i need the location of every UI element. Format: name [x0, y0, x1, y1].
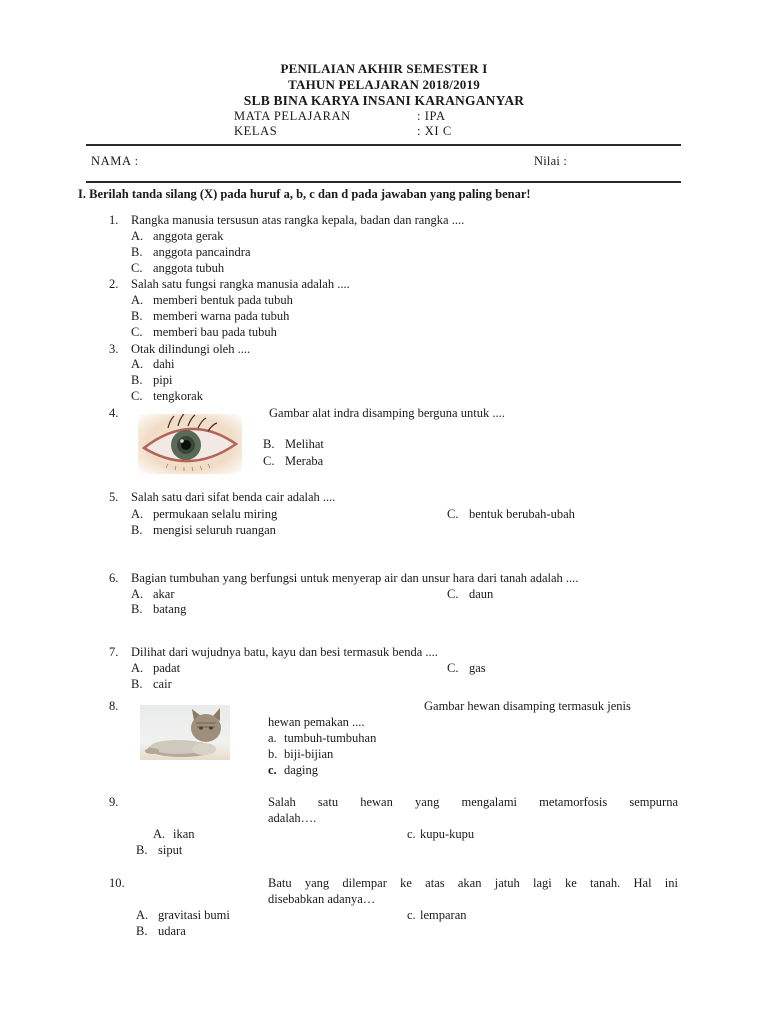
question-text-line1: Gambar hewan disamping termasuk jenis — [424, 699, 631, 713]
option-text: permukaan selalu miring — [153, 507, 278, 521]
option-text: Melihat — [285, 437, 324, 451]
option-text: kupu-kupu — [420, 827, 475, 841]
option-letter: C. — [447, 587, 459, 601]
option-letter: C. — [131, 389, 143, 403]
option-letter: A. — [131, 229, 144, 243]
option-item — [136, 924, 186, 939]
option-item — [268, 731, 376, 746]
divider-bottom — [86, 181, 681, 183]
option-item — [268, 747, 333, 762]
option-item — [263, 454, 323, 469]
option-text: padat — [153, 661, 181, 675]
option-letter: A. — [131, 661, 144, 675]
option-letter: b. — [268, 747, 278, 761]
school-year: TAHUN PELAJARAN 2018/2019 — [288, 77, 480, 92]
option-letter: B. — [136, 843, 148, 857]
option-text: anggota gerak — [153, 229, 224, 243]
option-item — [131, 357, 175, 372]
option-text: daun — [469, 587, 494, 601]
option-text: anggota tubuh — [153, 261, 225, 275]
question-number: 10. — [109, 876, 125, 890]
score-field-label: Nilai : — [534, 154, 567, 168]
question-text: Salah satu dari sifat benda cair adalah .... — [131, 490, 336, 504]
subject-value: : IPA — [417, 109, 446, 123]
question-text: Salah satu fungsi rangka manusia adalah .... — [131, 277, 350, 291]
option-item — [447, 507, 575, 522]
option-letter: C. — [131, 325, 143, 339]
option-item — [131, 602, 186, 617]
subject-label: MATA PELAJARAN — [234, 109, 351, 123]
option-item — [131, 293, 293, 308]
question-number: 2. — [109, 277, 119, 291]
option-item — [407, 908, 467, 923]
option-item — [447, 661, 486, 676]
option-text: siput — [158, 843, 183, 857]
option-text: memberi bau pada tubuh — [153, 325, 277, 339]
option-item — [153, 827, 195, 842]
option-item — [131, 587, 175, 602]
option-item — [136, 843, 182, 858]
option-text: anggota pancaindra — [153, 245, 251, 259]
option-letter: A. — [131, 587, 144, 601]
option-letter: B. — [131, 523, 143, 537]
instruction-text: I. Berilah tanda silang (X) pada huruf a, b, c dan d pada jawaban yang paling benar! — [78, 187, 531, 201]
question-text: Bagian tumbuhan yang berfungsi untuk menyerap air dan unsur hara dari tanah adalah .... — [131, 571, 579, 585]
option-text: akar — [153, 587, 175, 601]
option-letter: c. — [407, 908, 416, 922]
option-text: cair — [153, 677, 172, 691]
option-letter: C. — [131, 261, 143, 275]
option-item — [131, 661, 180, 676]
option-text: udara — [158, 924, 186, 938]
option-letter: A. — [131, 357, 144, 371]
option-item — [131, 245, 251, 260]
question-text: Dilihat dari wujudnya batu, kayu dan besi termasuk benda .... — [131, 645, 438, 659]
option-item — [131, 309, 289, 324]
question-text-line2: hewan pemakan .... — [268, 715, 365, 729]
option-text: dahi — [153, 357, 175, 371]
question-text: Gambar alat indra disamping berguna untuk .... — [269, 406, 505, 420]
question-text-line2: disebabkan adanya… — [268, 892, 376, 906]
option-letter: c. — [268, 763, 277, 777]
option-item — [131, 325, 277, 340]
option-text: pipi — [153, 373, 173, 387]
question-text-line2: adalah…. — [268, 811, 317, 825]
question-text: Rangka manusia tersusun atas rangka kepala, badan dan rangka .... — [131, 213, 465, 227]
question-number: 9. — [109, 795, 119, 809]
option-text: ikan — [173, 827, 195, 841]
exam-title: PENILAIAN AKHIR SEMESTER I — [280, 61, 488, 76]
option-text: Meraba — [285, 454, 324, 468]
question-number: 1. — [109, 213, 119, 227]
divider-top — [86, 144, 681, 146]
name-field-label: NAMA : — [91, 154, 139, 168]
option-item — [268, 763, 318, 778]
option-item — [131, 373, 172, 388]
option-letter: B. — [136, 924, 148, 938]
option-letter: B. — [131, 677, 143, 691]
question-text: Otak dilindungi oleh .... — [131, 342, 251, 356]
option-text: memberi warna pada tubuh — [153, 309, 290, 323]
option-letter: A. — [136, 908, 149, 922]
option-letter: c. — [407, 827, 416, 841]
question-text-line1: Salah satu hewan yang mengalami metamorfosis sempurna — [268, 795, 678, 809]
option-letter: A. — [131, 507, 144, 521]
cat-image — [140, 705, 230, 760]
option-text: tumbuh-tumbuhan — [284, 731, 377, 745]
question-number: 8. — [109, 699, 119, 713]
option-text: daging — [284, 763, 319, 777]
option-letter: B. — [131, 373, 143, 387]
question-number: 4. — [109, 406, 119, 420]
school-name: SLB BINA KARYA INSANI KARANGANYAR — [243, 93, 525, 108]
option-text: biji-bijian — [284, 747, 334, 761]
option-item — [131, 229, 223, 244]
question-number: 7. — [109, 645, 119, 659]
option-item — [407, 827, 474, 842]
question-number: 6. — [109, 571, 119, 585]
option-text: bentuk berubah-ubah — [469, 507, 575, 521]
option-text: batang — [153, 602, 187, 616]
option-letter: B. — [263, 437, 275, 451]
option-letter: B. — [131, 602, 143, 616]
option-letter: A. — [153, 827, 166, 841]
option-letter: a. — [268, 731, 277, 745]
option-item — [131, 507, 277, 522]
option-item — [131, 261, 224, 276]
option-text: gas — [469, 661, 486, 675]
option-item — [136, 908, 230, 923]
option-text: gravitasi bumi — [158, 908, 230, 922]
option-letter: C. — [447, 507, 459, 521]
option-letter: C. — [447, 661, 459, 675]
option-text: tengkorak — [153, 389, 203, 403]
question-text-line1: Batu yang dilempar ke atas akan jatuh lagi ke tanah. Hal ini — [268, 876, 678, 890]
eye-image — [138, 414, 242, 474]
option-item — [263, 437, 324, 452]
option-text: mengisi seluruh ruangan — [153, 523, 276, 537]
option-item — [131, 389, 203, 404]
option-letter: C. — [263, 454, 275, 468]
option-item — [447, 587, 493, 602]
question-number: 3. — [109, 342, 119, 356]
option-letter: B. — [131, 309, 143, 323]
option-item — [131, 523, 276, 538]
class-label: KELAS — [234, 124, 278, 138]
question-number: 5. — [109, 490, 119, 504]
option-text: lemparan — [420, 908, 467, 922]
option-text: memberi bentuk pada tubuh — [153, 293, 293, 307]
option-letter: A. — [131, 293, 144, 307]
class-value: : XI C — [417, 124, 452, 138]
option-letter: B. — [131, 245, 143, 259]
option-item — [131, 677, 172, 692]
